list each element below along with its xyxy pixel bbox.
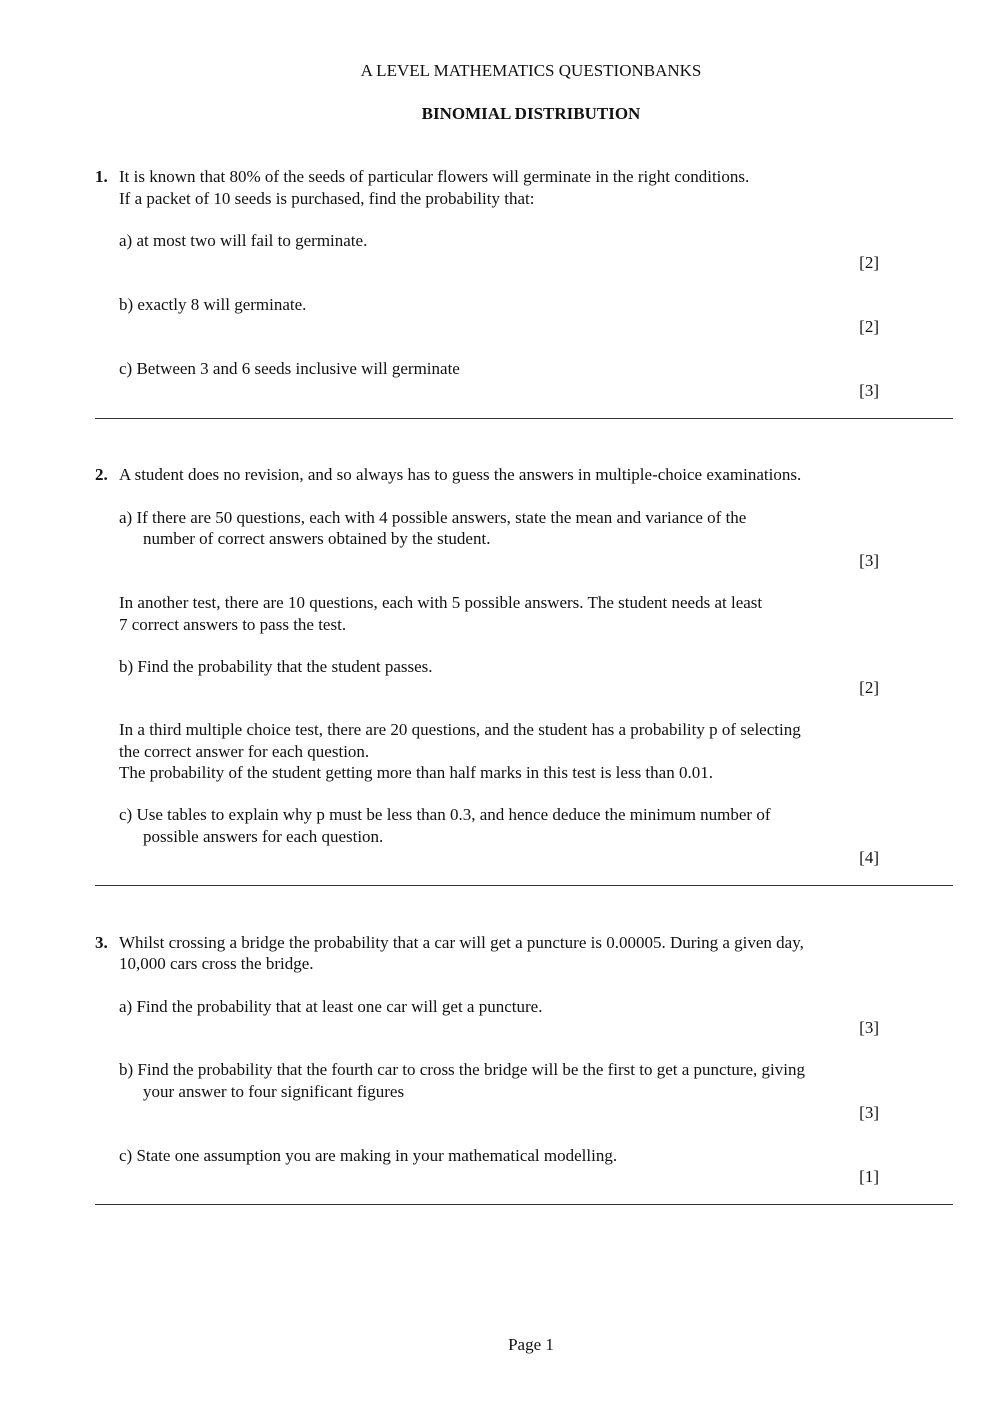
question-2-paragraph2-line3: The probability of the student getting more than half marks in this test is less than 0.01. <box>119 763 713 782</box>
document-subtitle: BINOMIAL DISTRIBUTION <box>421 104 641 123</box>
question-3-intro-line2: 10,000 cars cross the bridge. <box>119 954 314 973</box>
question-2c-text-line2: possible answers for each question. <box>143 827 384 846</box>
question-3-number: 3. <box>95 933 108 952</box>
question-divider <box>95 418 953 419</box>
question-3a-text: a) Find the probability that at least one car will get a puncture. <box>119 997 543 1016</box>
question-1c-text: c) Between 3 and 6 seeds inclusive will germinate <box>119 359 460 378</box>
question-3b-marks: [3] <box>859 1103 879 1122</box>
question-1b-text: b) exactly 8 will germinate. <box>119 295 307 314</box>
question-1-number: 1. <box>95 167 108 186</box>
question-1c-marks: [3] <box>859 381 879 400</box>
question-2-paragraph1-line2: 7 correct answers to pass the test. <box>119 615 347 634</box>
question-1b-marks: [2] <box>859 317 879 336</box>
question-2c-marks: [4] <box>859 848 879 867</box>
question-divider <box>95 885 953 886</box>
question-2-paragraph2-line2: the correct answer for each question. <box>119 742 370 761</box>
question-3c-text: c) State one assumption you are making in your mathematical modelling. <box>119 1146 618 1165</box>
question-3c-marks: [1] <box>859 1167 879 1186</box>
question-2-paragraph1-line1: In another test, there are 10 questions, each with 5 possible answers. The student needs at least <box>119 593 763 612</box>
question-3b-text-line2: your answer to four significant figures <box>143 1082 405 1101</box>
question-2-intro: A student does no revision, and so always has to guess the answers in multiple-choice examinations. <box>119 465 802 484</box>
question-3b-text-line1: b) Find the probability that the fourth car to cross the bridge will be the first to get a puncture, giving <box>119 1060 805 1079</box>
question-divider <box>95 1204 953 1205</box>
question-1-intro-line2: If a packet of 10 seeds is purchased, find the probability that: <box>119 189 535 208</box>
question-2b-marks: [2] <box>859 678 879 697</box>
question-1a-marks: [2] <box>859 253 879 272</box>
question-2b-text: b) Find the probability that the student passes. <box>119 657 433 676</box>
question-1-intro-line1: It is known that 80% of the seeds of particular flowers will germinate in the right conditions. <box>119 167 750 186</box>
question-2-paragraph2-line1: In a third multiple choice test, there are 20 questions, and the student has a probability p of selecting <box>119 720 801 739</box>
document-title: A LEVEL MATHEMATICS QUESTIONBANKS <box>360 61 702 80</box>
question-2-number: 2. <box>95 465 108 484</box>
question-3-intro-line1: Whilst crossing a bridge the probability that a car will get a puncture is 0.00005. During a given day, <box>119 933 804 952</box>
question-2a-marks: [3] <box>859 551 879 570</box>
question-1a-text: a) at most two will fail to germinate. <box>119 231 368 250</box>
question-2c-text-line1: c) Use tables to explain why p must be less than 0.3, and hence deduce the minimum number of <box>119 805 771 824</box>
question-2a-text-line2: number of correct answers obtained by the student. <box>143 529 491 548</box>
question-2a-text-line1: a) If there are 50 questions, each with 4 possible answers, state the mean and variance of the <box>119 508 747 527</box>
page-number: Page 1 <box>508 1335 554 1354</box>
question-3a-marks: [3] <box>859 1018 879 1037</box>
